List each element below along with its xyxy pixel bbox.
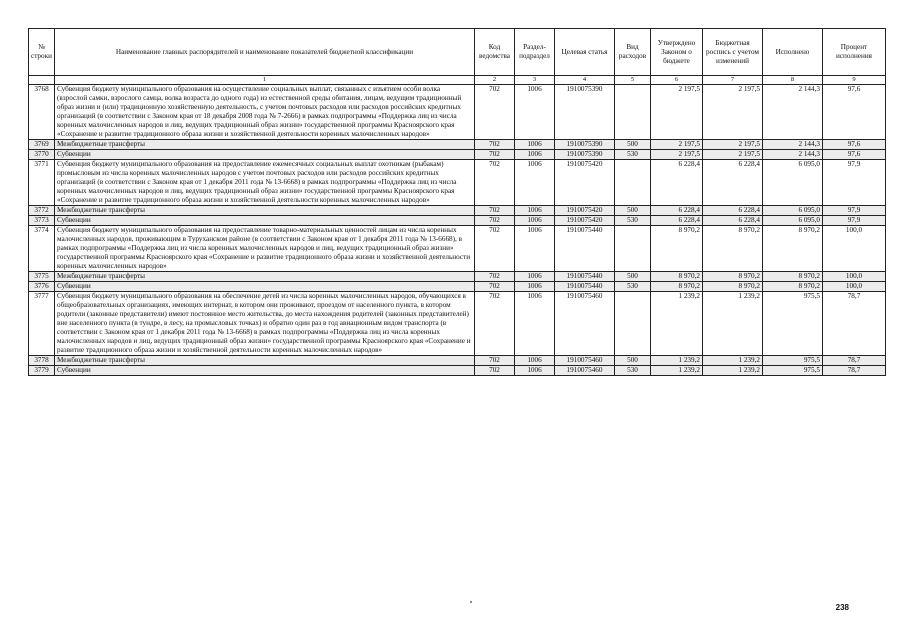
row-name: Субвенция бюджету муниципального образования на предоставление товарно-материальных ценностей лицам из числа коренных малочисленных народов, проживающим в Туруханском районе (в соответствии с Законом края от 1 декабря 2011 года № 13-6668), в рамках подпрограммы «Поддержка лиц из числа коренных малочисленных народов и лиц, ведущих традиционный образ жизни» государственной программы Красноярского края «Сохранение и развитие традиционного образа жизни и хозяйственной деятельности коренных малочисленных народов» <box>55 226 475 272</box>
table-body <box>29 85 886 376</box>
target-code: 1910075440 <box>555 226 615 272</box>
page-number: 238 <box>835 603 849 612</box>
column-number: 1 <box>55 76 475 85</box>
table-row <box>29 216 886 226</box>
row-name: Межбюджетные трансферты <box>55 140 475 150</box>
row-name: Субвенция бюджету муниципального образования на обеспечение детей из числа коренных малочисленных народов, обучающихся в общеобразовательных организациях, имеющих интернат, в котором они проживают, проездом от населенного пункта, в котором родители (законные представители) имеют постоянное место жительства, до места нахождения родителей (законных представителей) вне населенного пункта (в тундре, в лесу, на промысловых точках) и обратно один раз в год авиационным видом транспорта (в соответствии с Законом края от 1 декабря 2011 года № 13-6668) в рамках подпрограммы «Поддержка лиц из числа коренных малочисленных народов и лиц, ведущих традиционный образ жизни» государственной программы Красноярского края «Сохранение и развитие традиционного образа жизни и хозяйственной деятельности коренных малочисленных народов» <box>55 292 475 356</box>
expense-type <box>615 160 651 206</box>
approved-amount: 6 228,4 <box>651 206 703 216</box>
section-code: 1006 <box>515 150 555 160</box>
target-code: 1910075440 <box>555 272 615 282</box>
section-code: 1006 <box>515 85 555 140</box>
budget-list-amount: 1 239,2 <box>703 292 763 356</box>
execution-percent: 100,0 <box>823 272 886 282</box>
section-code: 1006 <box>515 282 555 292</box>
approved-amount: 8 970,2 <box>651 282 703 292</box>
column-number <box>29 76 55 85</box>
table-row <box>29 282 886 292</box>
section-code: 1006 <box>515 206 555 216</box>
row-number: 3773 <box>29 216 55 226</box>
column-number: 3 <box>515 76 555 85</box>
budget-list-amount: 6 228,4 <box>703 216 763 226</box>
column-number: 4 <box>555 76 615 85</box>
budget-list-amount: 2 197,5 <box>703 150 763 160</box>
approved-amount: 8 970,2 <box>651 226 703 272</box>
dept-code: 702 <box>475 292 515 356</box>
section-code: 1006 <box>515 160 555 206</box>
column-number: 7 <box>703 76 763 85</box>
row-name: Субвенции <box>55 216 475 226</box>
execution-percent: 78,7 <box>823 356 886 366</box>
row-name: Межбюджетные трансферты <box>55 272 475 282</box>
expense-type: 530 <box>615 366 651 376</box>
target-code: 1910075460 <box>555 356 615 366</box>
expense-type: 530 <box>615 150 651 160</box>
target-code: 1910075420 <box>555 216 615 226</box>
target-code: 1910075440 <box>555 282 615 292</box>
header-row-no: № строки <box>29 29 55 76</box>
executed-amount: 6 095,0 <box>763 206 823 216</box>
target-code: 1910075460 <box>555 366 615 376</box>
dept-code: 702 <box>475 150 515 160</box>
header-approved: Утверждено Законом о бюджете <box>651 29 703 76</box>
executed-amount: 6 095,0 <box>763 160 823 206</box>
table-row <box>29 150 886 160</box>
dept-code: 702 <box>475 282 515 292</box>
budget-table <box>28 28 886 376</box>
target-code: 1910075390 <box>555 85 615 140</box>
dept-code: 702 <box>475 206 515 216</box>
dept-code: 702 <box>475 160 515 206</box>
row-number: 3771 <box>29 160 55 206</box>
approved-amount: 6 228,4 <box>651 160 703 206</box>
table-row <box>29 292 886 356</box>
budget-list-amount: 2 197,5 <box>703 140 763 150</box>
executed-amount: 975,5 <box>763 366 823 376</box>
execution-percent: 78,7 <box>823 366 886 376</box>
executed-amount: 2 144,3 <box>763 85 823 140</box>
header-row <box>29 29 886 76</box>
row-number: 3774 <box>29 226 55 272</box>
budget-list-amount: 1 239,2 <box>703 366 763 376</box>
header-section: Раздел-подраздел <box>515 29 555 76</box>
section-code: 1006 <box>515 140 555 150</box>
execution-percent: 97,9 <box>823 160 886 206</box>
expense-type <box>615 292 651 356</box>
section-code: 1006 <box>515 292 555 356</box>
executed-amount: 975,5 <box>763 292 823 356</box>
budget-list-amount: 8 970,2 <box>703 226 763 272</box>
column-number: 5 <box>615 76 651 85</box>
approved-amount: 1 239,2 <box>651 356 703 366</box>
table-row <box>29 160 886 206</box>
row-name: Субвенции <box>55 366 475 376</box>
expense-type: 500 <box>615 140 651 150</box>
executed-amount: 2 144,3 <box>763 140 823 150</box>
dept-code: 702 <box>475 356 515 366</box>
target-code: 1910075390 <box>555 150 615 160</box>
column-number: 9 <box>823 76 886 85</box>
execution-percent: 100,0 <box>823 226 886 272</box>
table-row <box>29 226 886 272</box>
approved-amount: 8 970,2 <box>651 272 703 282</box>
header-percent: Процент исполнения <box>823 29 886 76</box>
row-number: 3770 <box>29 150 55 160</box>
row-name: Межбюджетные трансферты <box>55 206 475 216</box>
row-number: 3768 <box>29 85 55 140</box>
budget-list-amount: 8 970,2 <box>703 272 763 282</box>
column-number: 6 <box>651 76 703 85</box>
execution-percent: 97,6 <box>823 150 886 160</box>
execution-percent: 100,0 <box>823 282 886 292</box>
header-executed: Исполнено <box>763 29 823 76</box>
section-code: 1006 <box>515 356 555 366</box>
expense-type <box>615 85 651 140</box>
column-number: 8 <box>763 76 823 85</box>
target-code: 1910075460 <box>555 292 615 356</box>
dept-code: 702 <box>475 272 515 282</box>
header-name: Наименование главных распорядителей и наименование показателей бюджетной классификации <box>55 29 475 76</box>
approved-amount: 2 197,5 <box>651 140 703 150</box>
target-code: 1910075390 <box>555 140 615 150</box>
dept-code: 702 <box>475 366 515 376</box>
row-number: 3778 <box>29 356 55 366</box>
header-target: Целевая статья <box>555 29 615 76</box>
section-code: 1006 <box>515 226 555 272</box>
execution-percent: 97,9 <box>823 216 886 226</box>
dept-code: 702 <box>475 85 515 140</box>
expense-type: 500 <box>615 206 651 216</box>
table-row <box>29 85 886 140</box>
row-number: 3775 <box>29 272 55 282</box>
row-name: Межбюджетные трансферты <box>55 356 475 366</box>
executed-amount: 975,5 <box>763 356 823 366</box>
table-row <box>29 140 886 150</box>
table-row <box>29 206 886 216</box>
section-code: 1006 <box>515 272 555 282</box>
row-number: 3769 <box>29 140 55 150</box>
execution-percent: 78,7 <box>823 292 886 356</box>
approved-amount: 6 228,4 <box>651 216 703 226</box>
column-number-row <box>29 76 886 85</box>
row-name: Субвенция бюджету муниципального образования на осуществление социальных выплат, связанных с изъятием особи волка (взрослой самки, взрослого самца, волка возраста до одного года) из естественной среды обитания, лицам, ведущим традиционный образ жизни и (или) традиционную хозяйственную деятельность, с учетом почтовых расходов или расходов российских кредитных организаций (в соответствии с Законом края от 18 декабря 2008 года № 7-2666) в рамках подпрограммы «Поддержка лиц из числа коренных малочисленных народов и лиц, ведущих традиционный образ жизни» государственной программы Красноярского края «Сохранение и развитие традиционного образа жизни и хозяйственной деятельности коренных малочисленных народов» <box>55 85 475 140</box>
budget-list-amount: 6 228,4 <box>703 160 763 206</box>
budget-list-amount: 1 239,2 <box>703 356 763 366</box>
header-exp-type: Вид расходов <box>615 29 651 76</box>
execution-percent: 97,9 <box>823 206 886 216</box>
dept-code: 702 <box>475 216 515 226</box>
approved-amount: 2 197,5 <box>651 150 703 160</box>
approved-amount: 1 239,2 <box>651 292 703 356</box>
expense-type: 530 <box>615 216 651 226</box>
budget-sheet <box>28 28 885 376</box>
row-name: Субвенции <box>55 282 475 292</box>
table-row <box>29 356 886 366</box>
executed-amount: 8 970,2 <box>763 282 823 292</box>
row-number: 3772 <box>29 206 55 216</box>
row-number: 3776 <box>29 282 55 292</box>
executed-amount: 8 970,2 <box>763 226 823 272</box>
row-number: 3779 <box>29 366 55 376</box>
table-row <box>29 272 886 282</box>
budget-list-amount: 8 970,2 <box>703 282 763 292</box>
section-code: 1006 <box>515 366 555 376</box>
executed-amount: 8 970,2 <box>763 272 823 282</box>
table-row <box>29 366 886 376</box>
budget-list-amount: 6 228,4 <box>703 206 763 216</box>
approved-amount: 2 197,5 <box>651 85 703 140</box>
row-name: Субвенция бюджету муниципального образования на предоставление ежемесячных социальных выплат охотникам (рыбакам) промысловым из числа коренных малочисленных народов с учетом почтовых расходов или расходов российских кредитных организаций (в соответствии с Законом края от 1 декабря 2011 года № 13-6668) в рамках подпрограммы «Поддержка лиц из числа коренных малочисленных народов и лиц, ведущих традиционный образ жизни» государственной программы Красноярского края «Сохранение и развитие традиционного образа жизни и хозяйственной деятельности коренных малочисленных народов» <box>55 160 475 206</box>
row-name: Субвенции <box>55 150 475 160</box>
target-code: 1910075420 <box>555 206 615 216</box>
row-number: 3777 <box>29 292 55 356</box>
budget-list-amount: 2 197,5 <box>703 85 763 140</box>
dept-code: 702 <box>475 140 515 150</box>
header-dept-code: Код ведомства <box>475 29 515 76</box>
expense-type: 530 <box>615 282 651 292</box>
expense-type: 500 <box>615 272 651 282</box>
dept-code: 702 <box>475 226 515 272</box>
target-code: 1910075420 <box>555 160 615 206</box>
scan-speck <box>470 601 472 603</box>
approved-amount: 1 239,2 <box>651 366 703 376</box>
execution-percent: 97,6 <box>823 85 886 140</box>
section-code: 1006 <box>515 216 555 226</box>
execution-percent: 97,6 <box>823 140 886 150</box>
executed-amount: 2 144,3 <box>763 150 823 160</box>
expense-type <box>615 226 651 272</box>
column-number: 2 <box>475 76 515 85</box>
expense-type: 500 <box>615 356 651 366</box>
header-budget-list: Бюджетная роспись с учетом изменений <box>703 29 763 76</box>
executed-amount: 6 095,0 <box>763 216 823 226</box>
